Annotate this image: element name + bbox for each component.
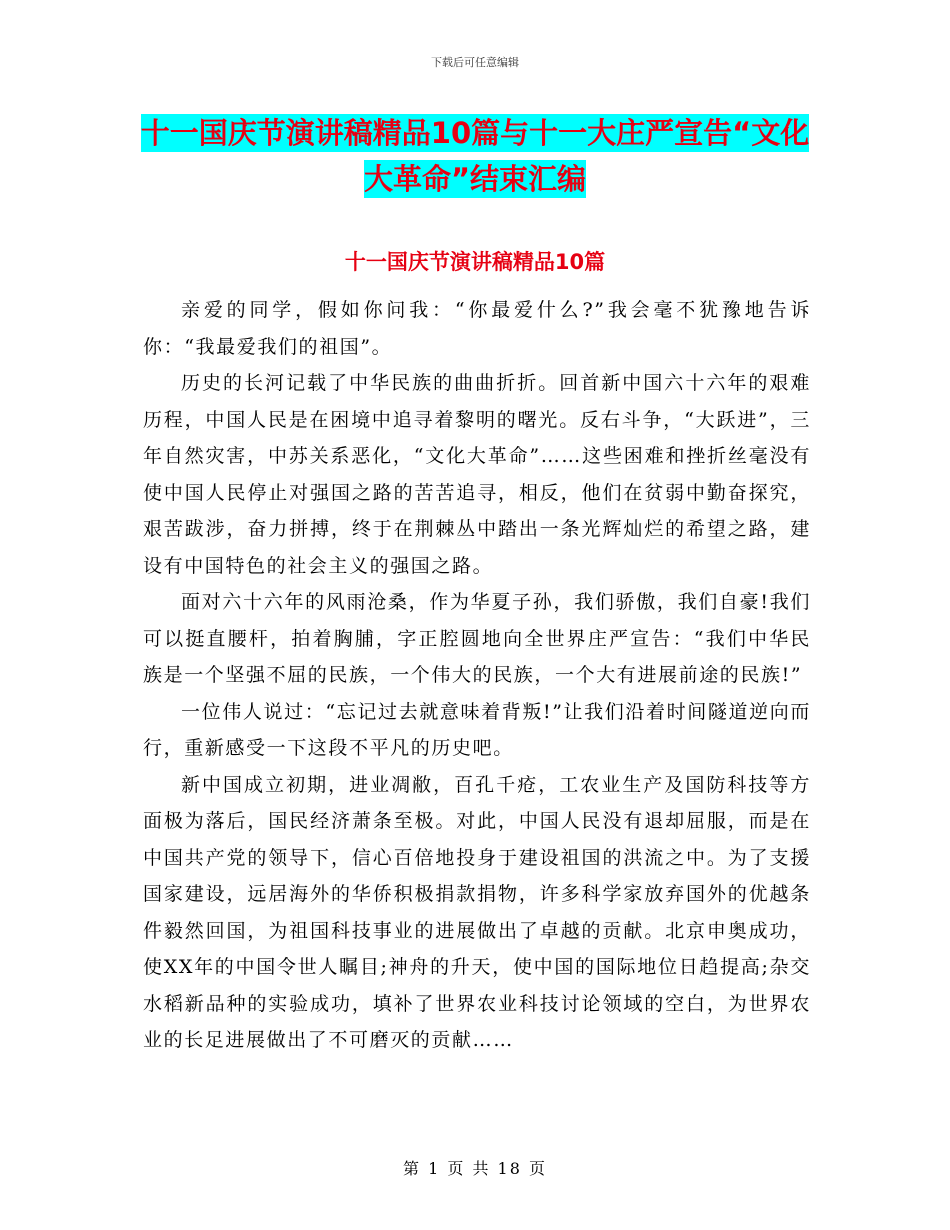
section-title: 十一国庆节演讲稿精品10篇 [344,250,606,274]
paragraph: 面对六十六年的风雨沧桑，作为华夏子孙，我们骄傲，我们自豪!我们可以挺直腰杆，拍着胸脯，字正腔圆地向全世界庄严宣告：“我们中华民族是一个坚强不屈的民族，一个伟大的民族，一个大有进展前途的民族!” [143,591,811,686]
title-line-2: 大革命”结束汇编 [363,162,587,196]
paragraph: 一位伟人说过：“忘记过去就意味着背叛!”让我们沿着时间隧道逆向而行，重新感受一下这段不平凡的历史吧。 [143,700,811,759]
header-note: 下载后可任意编辑 [431,56,519,69]
document-title [140,110,810,202]
paragraph: 新中国成立初期，进业凋敝，百孔千疮，工农业生产及国防科技等方面极为落后，国民经济萧条至极。对此，中国人民没有退却屈服，而是在中国共产党的领导下，信心百倍地投身于建设祖国的洪流之中。为了支援国家建设，远居海外的华侨积极捐款捐物，许多科学家放弃国外的优越条件毅然回国，为祖国科技事业的进展做出了卓越的贡献。北京申奥成功，使XX年的中国令世人瞩目;神舟的升天，使中国的国际地位日趋提高;杂交水稻新品种的实验成功，填补了世界农业科技讨论领域的空白，为世界农业的长足进展做出了不可磨灭的贡献…… [143,773,811,1051]
paragraph: 亲爱的同学，假如你问我：“你最爱什么?”我会毫不犹豫地告诉你：“我最爱我们的祖国”。 [143,299,811,358]
body-text [143,292,811,1059]
paragraph: 历史的长河记载了中华民族的曲曲折折。回首新中国六十六年的艰难历程，中国人民是在困境中追寻着黎明的曙光。反右斗争，“大跃进”，三年自然灾害，中苏关系恶化，“文化大革命”……这些困难和挫折丝毫没有使中国人民停止对强国之路的苦苦追寻，相反，他们在贫弱中勤奋探究，艰苦跋涉，奋力拼搏，终于在荆棘丛中踏出一条光辉灿烂的希望之路，建设有中国特色的社会主义的强国之路。 [143,372,811,577]
page-number-footer: 第 1 页 共 18 页 [403,1159,547,1178]
title-line-1: 十一国庆节演讲稿精品10篇与十一大庄严宣告“文化 [140,116,810,150]
